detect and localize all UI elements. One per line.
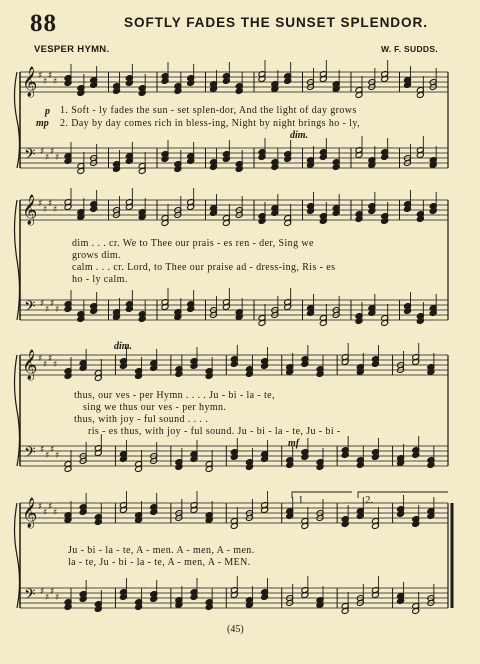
lyric-line: Ju - bi - la - te, A - men. A - men, A - men. bbox=[68, 545, 255, 556]
system-brace bbox=[15, 355, 20, 466]
sharp-sign: ♯ bbox=[50, 587, 55, 597]
lyric-line: thus, our ves - per Hymn . . . . Ju - bi - la - te, bbox=[74, 390, 275, 401]
treble-clef: 𝄞 bbox=[22, 350, 38, 380]
sharp-sign: ♯ bbox=[43, 77, 48, 87]
sharp-sign: ♯ bbox=[45, 305, 50, 315]
sharp-sign: ♯ bbox=[43, 360, 48, 370]
first-ending-label: 1 bbox=[298, 494, 304, 506]
sharp-sign: ♯ bbox=[50, 299, 55, 309]
dim-marking: dim. bbox=[114, 341, 133, 352]
sharp-sign: ♯ bbox=[48, 71, 53, 81]
system-brace bbox=[15, 200, 20, 320]
treble-clef: 𝄞 bbox=[22, 67, 38, 97]
bass-clef: 𝄢 bbox=[24, 146, 36, 167]
tune-name: VESPER HYMN. bbox=[34, 44, 110, 55]
lyric-verse-1: 1. Soft - ly fades the sun - set splen-dor, And the light of day grows bbox=[60, 105, 357, 116]
page-number: 88 bbox=[30, 10, 57, 37]
sharp-sign: ♯ bbox=[38, 354, 43, 364]
sharp-sign: ♯ bbox=[48, 502, 53, 512]
sharp-sign: ♯ bbox=[38, 502, 43, 512]
sharp-sign: ♯ bbox=[53, 360, 58, 370]
footer-page-number: (45) bbox=[227, 624, 244, 635]
sharp-sign: ♯ bbox=[45, 451, 50, 461]
sharp-sign: ♯ bbox=[55, 153, 60, 163]
sharp-sign: ♯ bbox=[40, 445, 45, 455]
dim-marking: dim. bbox=[290, 130, 309, 141]
lyric-line: grows dim. bbox=[72, 250, 121, 261]
second-ending-label: 2. bbox=[365, 494, 374, 506]
lyric-line: ho - ly calm. bbox=[72, 274, 128, 285]
sharp-sign: ♯ bbox=[48, 199, 53, 209]
lyric-line: la - te, Ju - bi - la - te, A - men, A - MEN. bbox=[68, 557, 251, 568]
sharp-sign: ♯ bbox=[53, 205, 58, 215]
dynamic-piano: p bbox=[45, 106, 50, 117]
sharp-sign: ♯ bbox=[38, 199, 43, 209]
sharp-sign: ♯ bbox=[53, 77, 58, 87]
dynamic-mezzo-forte: mf bbox=[288, 438, 300, 449]
lyric-line: sing we thus our ves - per hymn. bbox=[83, 402, 227, 413]
sharp-sign: ♯ bbox=[38, 71, 43, 81]
sharp-sign: ♯ bbox=[40, 299, 45, 309]
lyric-verse-2: 2. Day by day comes rich in bless-ing, Night by night brings ho - ly, bbox=[60, 118, 360, 129]
system-brace bbox=[15, 503, 20, 608]
sharp-sign: ♯ bbox=[48, 354, 53, 364]
lyric-line: thus, with joy - ful sound . . . . bbox=[74, 414, 209, 425]
dynamic-mezzo-piano: mp bbox=[36, 118, 49, 129]
hymn-title: SOFTLY FADES THE SUNSET SPLENDOR. bbox=[124, 15, 428, 30]
lyric-line: calm . . . cr. Lord, to Thee our praise ad - dress-ing, Ris - es bbox=[72, 262, 336, 273]
sharp-sign: ♯ bbox=[43, 508, 48, 518]
lyric-line: ris - es thus, with joy - ful sound. Ju - bi - la - te, Ju - bi - bbox=[88, 426, 341, 437]
sharp-sign: ♯ bbox=[43, 205, 48, 215]
lyric-line: dim . . . cr. We to Thee our prais - es ren - der, Sing we bbox=[72, 238, 314, 249]
sharp-sign: ♯ bbox=[55, 451, 60, 461]
sharp-sign: ♯ bbox=[50, 147, 55, 157]
bass-clef: 𝄢 bbox=[24, 298, 36, 319]
sharp-sign: ♯ bbox=[50, 445, 55, 455]
sharp-sign: ♯ bbox=[55, 305, 60, 315]
sharp-sign: ♯ bbox=[40, 147, 45, 157]
sharp-sign: ♯ bbox=[45, 593, 50, 603]
system-brace bbox=[15, 72, 20, 168]
bass-clef: 𝄢 bbox=[24, 586, 36, 607]
sharp-sign: ♯ bbox=[55, 593, 60, 603]
treble-clef: 𝄞 bbox=[22, 498, 38, 528]
bass-clef: 𝄢 bbox=[24, 444, 36, 465]
composer-name: W. F. SUDDS. bbox=[381, 44, 438, 54]
sharp-sign: ♯ bbox=[53, 508, 58, 518]
treble-clef: 𝄞 bbox=[22, 195, 38, 225]
sharp-sign: ♯ bbox=[40, 587, 45, 597]
sharp-sign: ♯ bbox=[45, 153, 50, 163]
